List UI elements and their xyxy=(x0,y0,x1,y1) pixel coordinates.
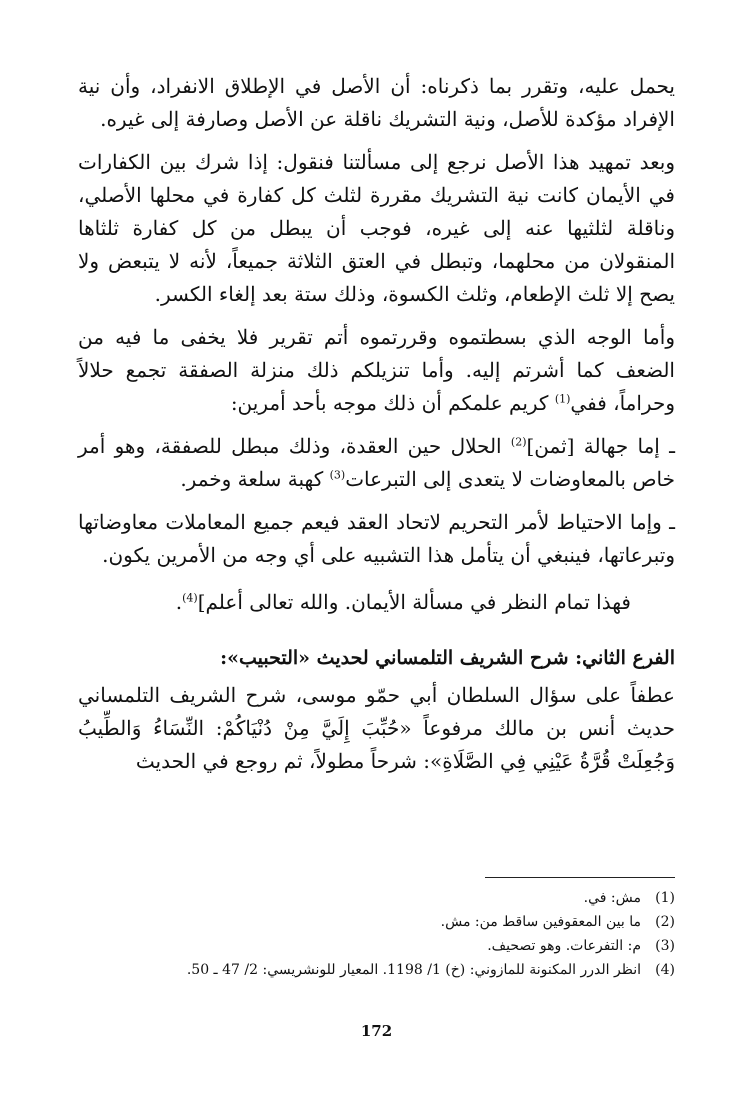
paragraph-3 xyxy=(78,321,675,420)
paragraph-6-text-after: . xyxy=(175,590,183,614)
footnote-number: (4) xyxy=(655,962,675,978)
paragraph-2 xyxy=(78,146,675,311)
page-number: 172 xyxy=(360,1022,393,1040)
page-body xyxy=(78,70,675,778)
paragraph-4-part-2: الحلال حين العقدة، وذلك مبطل للصفقة، وهو أمر خاص بالمعاوضات لا يتعدى إلى التبرعات xyxy=(78,434,675,491)
footnote-item xyxy=(78,886,675,910)
footnote-text: انظر الدرر المكنونة للمازوني: (خ) 1/ 1198. المعيار للونشريسي: 2/ 47 ـ 50. xyxy=(186,962,641,978)
footnotes xyxy=(78,886,675,982)
paragraph-4-part-1: ـ إما جهالة [ثمن] xyxy=(526,434,676,458)
footnote-text: ما بين المعقوفين ساقط من: مش. xyxy=(440,914,641,930)
paragraph-5-text: ـ وإما الاحتياط لأمر التحريم لاتحاد العقد فيعم جميع المعاملات معاوضاتها وتبرعاتها، فينبغي أن يتأمل هذا التشبيه على أي وجه من الأمرين يكون. xyxy=(78,510,675,567)
intro-paragraph-text: عطفاً على سؤال السلطان أبي حمّو موسى، شرح الشريف التلمساني حديث أنس بن مالك مرفوعاً «حُبِّبَ إِلَيَّ مِنْ دُنْيَاكُمْ: النِّسَاءُ وَالطِّيبُ وَجُعِلَتْ قُرَّةُ عَيْنِي فِي الصَّلَاةِ»: شرحاً مطولاً، ثم روجع في الحديث xyxy=(78,683,676,773)
paragraph-5 xyxy=(78,506,675,572)
paragraph-3-text-before: وأما الوجه الذي بسطتموه وقررتموه أتم تقرير فلا يخفى ما فيه من الضعف كما أشرتم إليه. وأما تنزيلكم ذلك منزلة الصفقة تجمع حلالاً وحراماً، ففي xyxy=(78,325,675,415)
section-heading: الفرع الثاني: شرح الشريف التلمساني لحديث «التحبيب»: xyxy=(220,647,675,669)
footnote-text: مش: في. xyxy=(583,890,641,906)
paragraph-1-text: يحمل عليه، وتقرر بما ذكرناه: أن الأصل في الإطلاق الانفراد، وأن نية الإفراد مؤكدة للأصل، ونية التشريك ناقلة عن الأصل وصارفة إلى غيره. xyxy=(78,74,675,131)
footnote-divider xyxy=(485,877,675,878)
footnote-ref-2: (2) xyxy=(510,435,527,449)
paragraph-2-text: وبعد تمهيد هذا الأصل نرجع إلى مسألتنا فنقول: إذا شرك بين الكفارات في الأيمان كانت نية التشريك مقررة لثلث كل كفارة في محلها الأصلي، وناقلة لثلثيها عنه إلى غيره، فوجب أن يبطل من كل كفارة ثلثاها المنقولان من محلهما، وتبطل في العتق الثلاثة جميعاً، لأنه لا يتبعض ولا يصح إلا ثلث الإطعام، وثلث الكسوة، وذلك ستة بعد إلغاء الكسر. xyxy=(78,150,675,306)
footnote-item xyxy=(78,910,675,934)
footnote-item xyxy=(78,958,675,982)
paragraph-1 xyxy=(78,70,675,136)
footnote-item xyxy=(78,934,675,958)
footnote-number: (1) xyxy=(655,890,675,906)
footnote-ref-4: (4) xyxy=(182,591,198,605)
paragraph-3-text-after: كريم علمكم أن ذلك موجه بأحد أمرين: xyxy=(230,391,555,415)
paragraph-6-text-before: فهذا تمام النظر في مسألة الأيمان. والله تعالى أعلم] xyxy=(197,590,631,614)
paragraph-4-part-3: كهبة سلعة وخمر. xyxy=(180,467,330,491)
intro-paragraph xyxy=(78,679,675,778)
footnote-ref-3: (3) xyxy=(329,468,346,482)
footnote-text: م: التفرعات. وهو تصحيف. xyxy=(487,938,641,954)
paragraph-6 xyxy=(78,586,675,619)
footnote-number: (3) xyxy=(655,938,675,954)
footnote-number: (2) xyxy=(655,914,675,930)
paragraph-4 xyxy=(78,430,675,496)
footnote-ref-1: (1) xyxy=(554,392,571,406)
